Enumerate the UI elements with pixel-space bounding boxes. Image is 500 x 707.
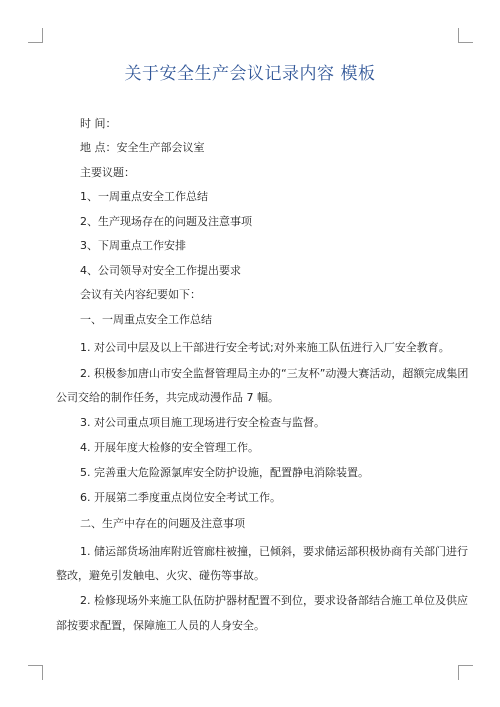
section-item: 3. 对公司重点项目施工现场进行安全检查与监督。 (80, 416, 325, 429)
location-field: 地 点：安全生产部会议室 (80, 141, 205, 154)
section-item: 2. 检修现场外来施工队伍防护器材配置不到位，要求设备部结合施工单位及供应 (80, 594, 468, 607)
crop-mark-bottom-left (28, 665, 43, 680)
crop-mark-top-left (28, 28, 43, 43)
section-item-continuation: 整改，避免引发触电、火灾、碰伤等事故。 (56, 569, 265, 582)
document-title: 关于安全生产会议记录内容 模板 (124, 64, 376, 84)
agenda-item: 2、生产现场存在的问题及注意事项 (80, 215, 252, 228)
agenda-item: 3、下周重点工作安排 (80, 239, 186, 252)
section-item: 1. 对公司中层及以上干部进行安全考试;对外来施工队伍进行入厂安全教育。 (80, 341, 450, 354)
crop-mark-bottom-right (458, 665, 473, 680)
section-heading: 二、生产中存在的问题及注意事项 (80, 517, 245, 530)
section-item: 2. 积极参加唐山市安全监督管理局主办的“三友杯”动漫大赛活动，超额完成集团 (80, 367, 469, 380)
section-item: 1. 储运部货场油库附近管廊柱被撞，已倾斜，要求储运部积极协商有关部门进行 (80, 545, 468, 558)
section-heading: 一、一周重点安全工作总结 (80, 313, 212, 326)
agenda-item: 1、一周重点安全工作总结 (80, 190, 208, 203)
section-item-continuation: 公司交给的制作任务，共完成动漫作品 7 幅。 (56, 391, 279, 404)
agenda-heading: 主要议题： (80, 166, 135, 179)
minutes-intro: 会议有关内容纪要如下： (80, 288, 201, 301)
section-item-continuation: 部按要求配置，保障施工人员的人身安全。 (56, 619, 265, 632)
section-item: 5. 完善重大危险源氯库安全防护设施，配置静电消除装置。 (80, 466, 369, 479)
agenda-item: 4、公司领导对安全工作提出要求 (80, 264, 241, 277)
crop-mark-top-right (458, 28, 473, 43)
section-item: 6. 开展第二季度重点岗位安全考试工作。 (80, 491, 281, 504)
section-item: 4. 开展年度大检修的安全管理工作。 (80, 441, 259, 454)
time-field: 时 间： (80, 117, 117, 130)
